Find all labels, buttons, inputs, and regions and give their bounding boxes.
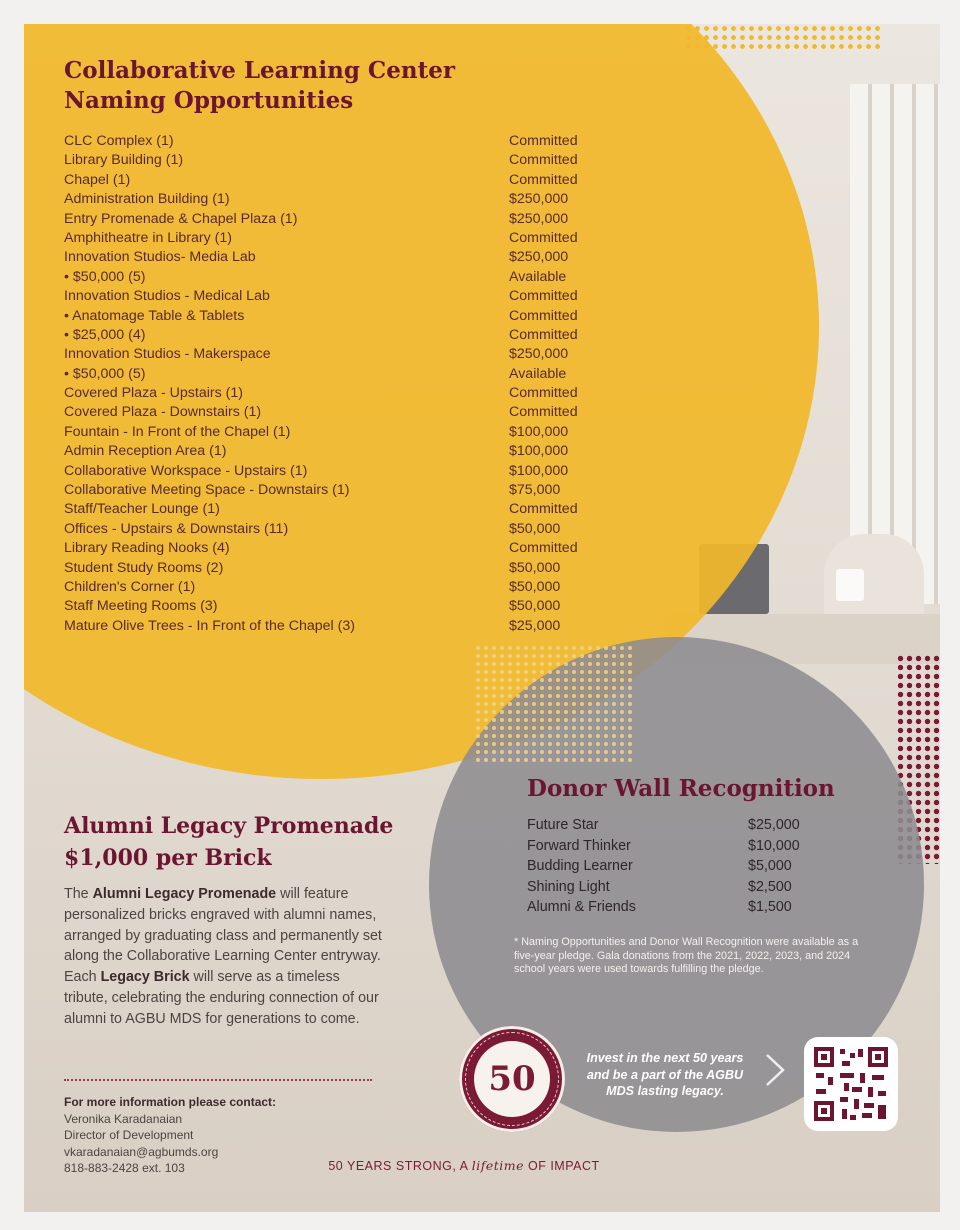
donor-level-amount: $10,000 <box>748 837 800 854</box>
naming-item-name: • $50,000 (5) <box>64 268 146 285</box>
flyer-page <box>24 24 940 1212</box>
donor-level-name: Alumni & Friends <box>527 899 636 916</box>
naming-item-value: Committed <box>509 133 578 149</box>
body-intro: The <box>64 886 93 902</box>
contact-phone[interactable]: 818-883-2428 ext. 103 <box>64 1161 185 1175</box>
naming-item <box>64 269 624 288</box>
alumni-title-line-1: Alumni Legacy Promenade <box>64 813 394 839</box>
alumni-title-line-2: $1,000 per Brick <box>64 845 272 871</box>
naming-item-value: Committed <box>509 385 578 402</box>
donor-level <box>527 858 827 879</box>
naming-item-value: $100,000 <box>509 443 569 460</box>
naming-item <box>64 560 624 579</box>
naming-item-value: Available <box>509 268 567 285</box>
donor-level <box>527 899 827 920</box>
qr-code-icon <box>814 1047 888 1121</box>
naming-item <box>64 598 624 617</box>
naming-item-name: Covered Plaza - Downstairs (1) <box>64 404 262 421</box>
donor-level <box>527 838 827 859</box>
naming-item <box>64 152 624 171</box>
title-line-1: Collaborative Learning Center <box>64 57 455 84</box>
naming-item-value: Committed <box>509 307 578 324</box>
contact-heading: For more information please contact: <box>64 1095 277 1109</box>
naming-item <box>64 191 624 210</box>
tagline-script-word: lifetime <box>471 1158 525 1173</box>
donor-level-amount: $25,000 <box>748 817 800 833</box>
naming-item-value: $250,000 <box>509 210 569 227</box>
donor-level-name: Future Star <box>527 817 599 833</box>
naming-item <box>64 404 624 423</box>
naming-item <box>64 249 624 268</box>
naming-item-name: Library Building (1) <box>64 152 184 169</box>
naming-item-value: Committed <box>509 501 578 518</box>
naming-item-name: Fountain - In Front of the Chapel (1) <box>64 423 291 440</box>
naming-item <box>64 327 624 346</box>
window-background <box>850 84 940 604</box>
naming-item-value: $250,000 <box>509 346 569 363</box>
alumni-legacy-title <box>64 810 444 874</box>
naming-item-name: Covered Plaza - Upstairs (1) <box>64 385 243 402</box>
naming-item-name: Mature Olive Trees - In Front of the Chapel (3) <box>64 617 355 634</box>
naming-item-name: Chapel (1) <box>64 171 131 188</box>
naming-item <box>64 424 624 443</box>
naming-item-name: Library Reading Nooks (4) <box>64 540 230 557</box>
naming-item-name: Admin Reception Area (1) <box>64 443 227 460</box>
seal-center <box>474 1041 550 1117</box>
contact-email[interactable]: vkaradanaian@agbumds.org <box>64 1144 219 1159</box>
naming-item-value: Committed <box>509 229 578 246</box>
naming-item <box>64 463 624 482</box>
naming-item-name: • Anatomage Table & Tablets <box>64 307 245 324</box>
donor-levels-list <box>527 817 827 920</box>
donor-level-amount: $1,500 <box>748 899 792 916</box>
donor-level <box>527 879 827 900</box>
tagline <box>24 1158 904 1173</box>
naming-item <box>64 172 624 191</box>
naming-item-value: Committed <box>509 152 578 169</box>
naming-item <box>64 521 624 540</box>
donor-level-name: Shining Light <box>527 878 610 895</box>
naming-item <box>64 230 624 249</box>
naming-item-name: Collaborative Workspace - Upstairs (1) <box>64 462 308 479</box>
contact-role: Director of Development <box>64 1128 194 1142</box>
body-bold-promenade: Alumni Legacy Promenade <box>92 886 277 902</box>
naming-item-name: Staff/Teacher Lounge (1) <box>64 501 220 518</box>
naming-item <box>64 133 624 152</box>
naming-item-name: Innovation Studios - Makerspace <box>64 346 271 363</box>
naming-item <box>64 346 624 365</box>
naming-item-value: $50,000 <box>509 520 561 537</box>
naming-item-value: $50,000 <box>509 559 561 576</box>
anniversary-seal <box>459 1026 565 1132</box>
donor-level-name: Budding Learner <box>527 858 633 875</box>
naming-item-value: $50,000 <box>509 578 561 595</box>
naming-item-value: Committed <box>509 404 578 421</box>
naming-item-value: Committed <box>509 326 578 343</box>
naming-item <box>64 308 624 327</box>
qr-code[interactable] <box>804 1037 898 1131</box>
body-bold-brick: Legacy Brick <box>100 969 190 986</box>
naming-item <box>64 288 624 307</box>
naming-opportunities-list <box>64 133 624 637</box>
naming-item-name: Student Study Rooms (2) <box>64 559 224 576</box>
naming-item-name: CLC Complex (1) <box>64 133 174 149</box>
donor-level-name: Forward Thinker <box>527 837 631 854</box>
title-line-2: Naming Opportunities <box>64 87 354 114</box>
naming-item <box>64 579 624 598</box>
dotted-divider <box>64 1079 372 1081</box>
gold-dot-pattern <box>684 24 884 52</box>
donor-footnote: * Naming Opportunities and Donor Wall Recognition were available as a five-year pledge. Gala donations from the 2021, 2022, 2023, and 2024 school years were used towards fulfilling the pledge. <box>514 936 859 976</box>
naming-item-value: Committed <box>509 540 578 557</box>
naming-item-value: $250,000 <box>509 191 569 208</box>
naming-item-name: Entry Promenade & Chapel Plaza (1) <box>64 210 298 227</box>
naming-item-name: Offices - Upstairs & Downstairs (11) <box>64 520 289 537</box>
chevron-right-icon <box>764 1052 786 1088</box>
naming-item-name: Collaborative Meeting Space - Downstairs (1) <box>64 482 350 499</box>
naming-item <box>64 482 624 501</box>
naming-item-value: $50,000 <box>509 598 561 615</box>
naming-item <box>64 501 624 520</box>
naming-opportunities-title <box>64 56 524 116</box>
naming-item-value: $25,000 <box>509 617 561 634</box>
naming-item-name: • $25,000 (4) <box>64 326 146 343</box>
donor-level <box>527 817 827 838</box>
naming-item-name: • $50,000 (5) <box>64 365 146 382</box>
naming-item <box>64 385 624 404</box>
naming-item-name: Children's Corner (1) <box>64 578 196 595</box>
naming-item-value: $100,000 <box>509 462 569 479</box>
naming-item-name: Innovation Studios- Media Lab <box>64 249 256 266</box>
donor-level-amount: $2,500 <box>748 878 792 895</box>
donor-wall-title: Donor Wall Recognition <box>527 775 835 802</box>
invest-message: Invest in the next 50 years and be a part of the AGBU MDS lasting legacy. <box>586 1051 744 1098</box>
tagline-start: 50 YEARS STRONG, A <box>328 1159 472 1173</box>
naming-item-value: Committed <box>509 288 578 305</box>
donor-level-amount: $5,000 <box>748 858 792 875</box>
gray-dot-pattern <box>474 644 634 764</box>
naming-item-value: $75,000 <box>509 482 561 499</box>
naming-item <box>64 366 624 385</box>
naming-item-name: Amphitheatre in Library (1) <box>64 229 232 246</box>
body-end: will serve as a timeless tribute, celebrating the enduring connection of our alumni to AGBU MDS for generations to come. <box>64 969 379 1027</box>
naming-item <box>64 618 624 637</box>
naming-item <box>64 443 624 462</box>
naming-item-name: Administration Building (1) <box>64 191 230 208</box>
naming-item-value: Committed <box>509 171 578 188</box>
naming-item-value: Available <box>509 365 567 382</box>
naming-item <box>64 540 624 559</box>
naming-item-name: Staff Meeting Rooms (3) <box>64 598 218 615</box>
seal-number: 50 <box>488 1059 536 1099</box>
contact-name: Veronika Karadanaian <box>64 1111 183 1126</box>
mug-background <box>836 569 864 601</box>
body-middle: will feature personalized bricks engraved with alumni names, arranged by graduating class and permanently set along the Collaborative Learning Center entryway. Each <box>64 886 382 986</box>
alumni-legacy-description <box>64 884 384 1030</box>
naming-item-value: $250,000 <box>509 249 569 266</box>
tagline-end: OF IMPACT <box>524 1159 600 1173</box>
naming-item-name: Innovation Studios - Medical Lab <box>64 288 270 305</box>
naming-item-value: $100,000 <box>509 423 569 440</box>
naming-item <box>64 211 624 230</box>
